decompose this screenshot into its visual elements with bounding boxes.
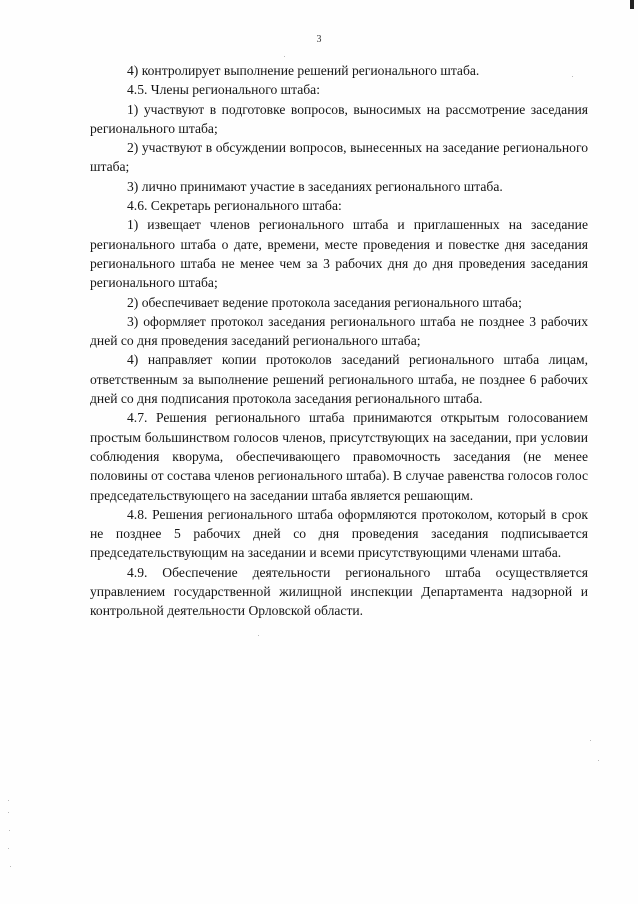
scan-speck: [8, 800, 9, 801]
paragraph: 2) обеспечивает ведение протокола заседания регионального штаба;: [127, 294, 522, 310]
scan-speck: [284, 56, 285, 57]
scan-speck: [9, 830, 10, 831]
paragraph: 4) направляет копии протоколов заседаний регионального штаба лицам, ответственным за выполнение решений регионального штаба, не позднее 6 рабочих дней со дня подписания протокола заседания регионального штаба.: [90, 352, 588, 407]
paragraph: 1) участвуют в подготовке вопросов, выносимых на рассмотрение заседания регионального штаба;: [90, 101, 588, 136]
document-body: [90, 61, 588, 621]
paragraph: 4.6. Секретарь регионального штаба:: [127, 198, 342, 214]
paragraph: 3) лично принимают участие в заседаниях регионального штаба.: [127, 178, 503, 194]
paragraph: 4.8. Решения регионального штаба оформляются протоколом, который в срок не позднее 5 рабочих дней со дня проведения заседания подписывается председательствующим на заседании и всеми присутствующими членами штаба.: [90, 506, 588, 561]
scan-speck: [572, 76, 573, 77]
page-number: 3: [316, 34, 322, 45]
paragraph: 4) контролирует выполнение решений регионального штаба.: [127, 63, 480, 78]
scan-speck: [590, 740, 591, 741]
paragraph: 4.7. Решения регионального штаба принимаются открытым голосованием простым большинством голосов членов, присутствующих на заседании, при условии соблюдения кворума, обеспечивающего правомочность заседания (не менее половины от состава членов регионального штаба). В случае равенства голосов голос председательствующего на заседании штаба является решающим.: [90, 410, 588, 503]
scan-speck: [598, 760, 599, 761]
scan-speck: [8, 812, 9, 813]
scan-speck: [8, 848, 9, 849]
paragraph: 2) участвуют в обсуждении вопросов, вынесенных на заседание регионального штаба;: [90, 140, 588, 175]
scan-speck: [258, 635, 259, 636]
scan-mark: [630, 0, 634, 9]
paragraph: 3) оформляет протокол заседания регионального штаба не позднее 3 рабочих дней со дня проведения заседаний регионального штаба;: [90, 313, 588, 349]
paragraph: 4.9. Обеспечение деятельности регионального штаба осуществляется управлением государственной жилищной инспекции Департамента надзорной и контрольной деятельности Орловской области.: [90, 564, 588, 619]
scan-speck: [10, 866, 11, 867]
paragraph: 1) извещает членов регионального штаба и приглашенных на заседание регионального штаба о дате, времени, месте проведения и повестке дня заседания регионального штаба не менее чем за 3 рабочих дня до дня проведения заседания регионального штаба;: [90, 217, 588, 291]
paragraph: 4.5. Члены регионального штаба:: [127, 82, 320, 98]
